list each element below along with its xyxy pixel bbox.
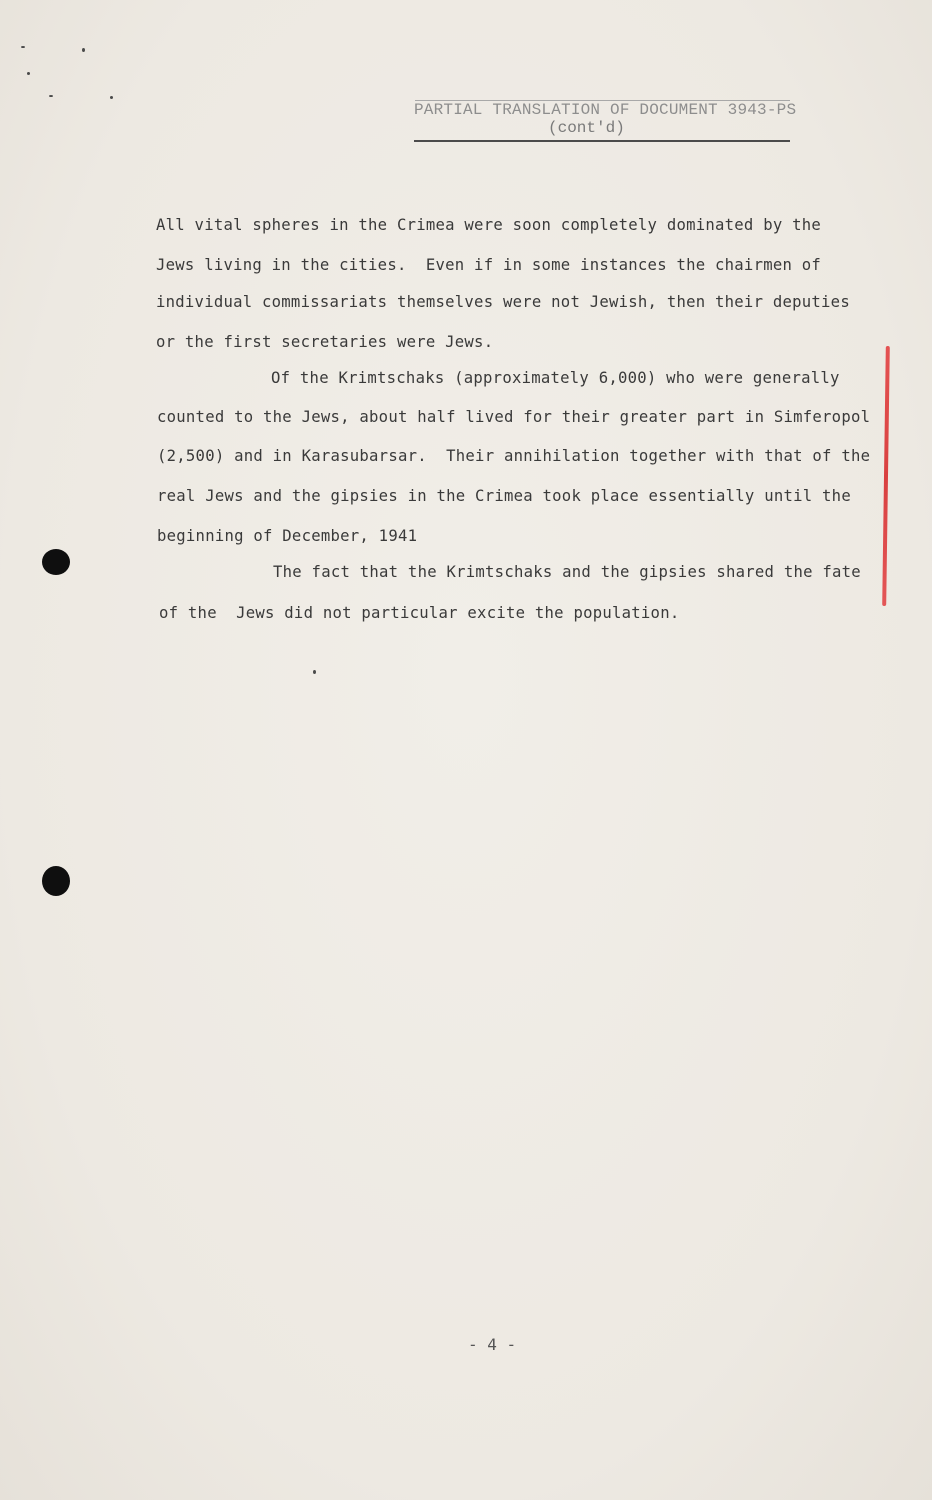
body-line: of the Jews did not particular excite the population.	[159, 604, 680, 622]
document-subtitle: (cont'd)	[548, 119, 625, 137]
body-line: Jews living in the cities. Even if in some instances the chairmen of	[156, 256, 822, 274]
body-line: beginning of December, 1941	[157, 527, 418, 545]
punch-hole	[42, 866, 70, 896]
paper-speck	[110, 96, 113, 99]
paper-speck	[82, 48, 85, 52]
body-line: The fact that the Krimtschaks and the gipsies shared the fate	[273, 563, 861, 581]
paper-speck	[27, 72, 30, 75]
paper-speck	[49, 95, 53, 97]
body-line: counted to the Jews, about half lived for their greater part in Simferopol	[157, 408, 871, 426]
red-margin-mark	[882, 346, 890, 606]
body-line: (2,500) and in Karasubarsar. Their annihilation together with that of the	[157, 447, 871, 465]
body-line: All vital spheres in the Crimea were soon completely dominated by the	[156, 216, 822, 234]
punch-hole	[42, 549, 70, 575]
paper-speck	[21, 46, 25, 48]
body-line: Of the Krimtschaks (approximately 6,000) who were generally	[271, 369, 840, 387]
document-title: PARTIAL TRANSLATION OF DOCUMENT 3943-PS	[414, 101, 797, 119]
body-line: real Jews and the gipsies in the Crimea took place essentially until the	[157, 487, 851, 505]
header-bottom-rule	[414, 140, 790, 142]
body-line: or the first secretaries were Jews.	[156, 333, 494, 351]
page-number: - 4 -	[468, 1335, 517, 1354]
body-line: individual commissariats themselves were not Jewish, then their deputies	[156, 293, 850, 311]
paper-speck	[313, 670, 316, 674]
